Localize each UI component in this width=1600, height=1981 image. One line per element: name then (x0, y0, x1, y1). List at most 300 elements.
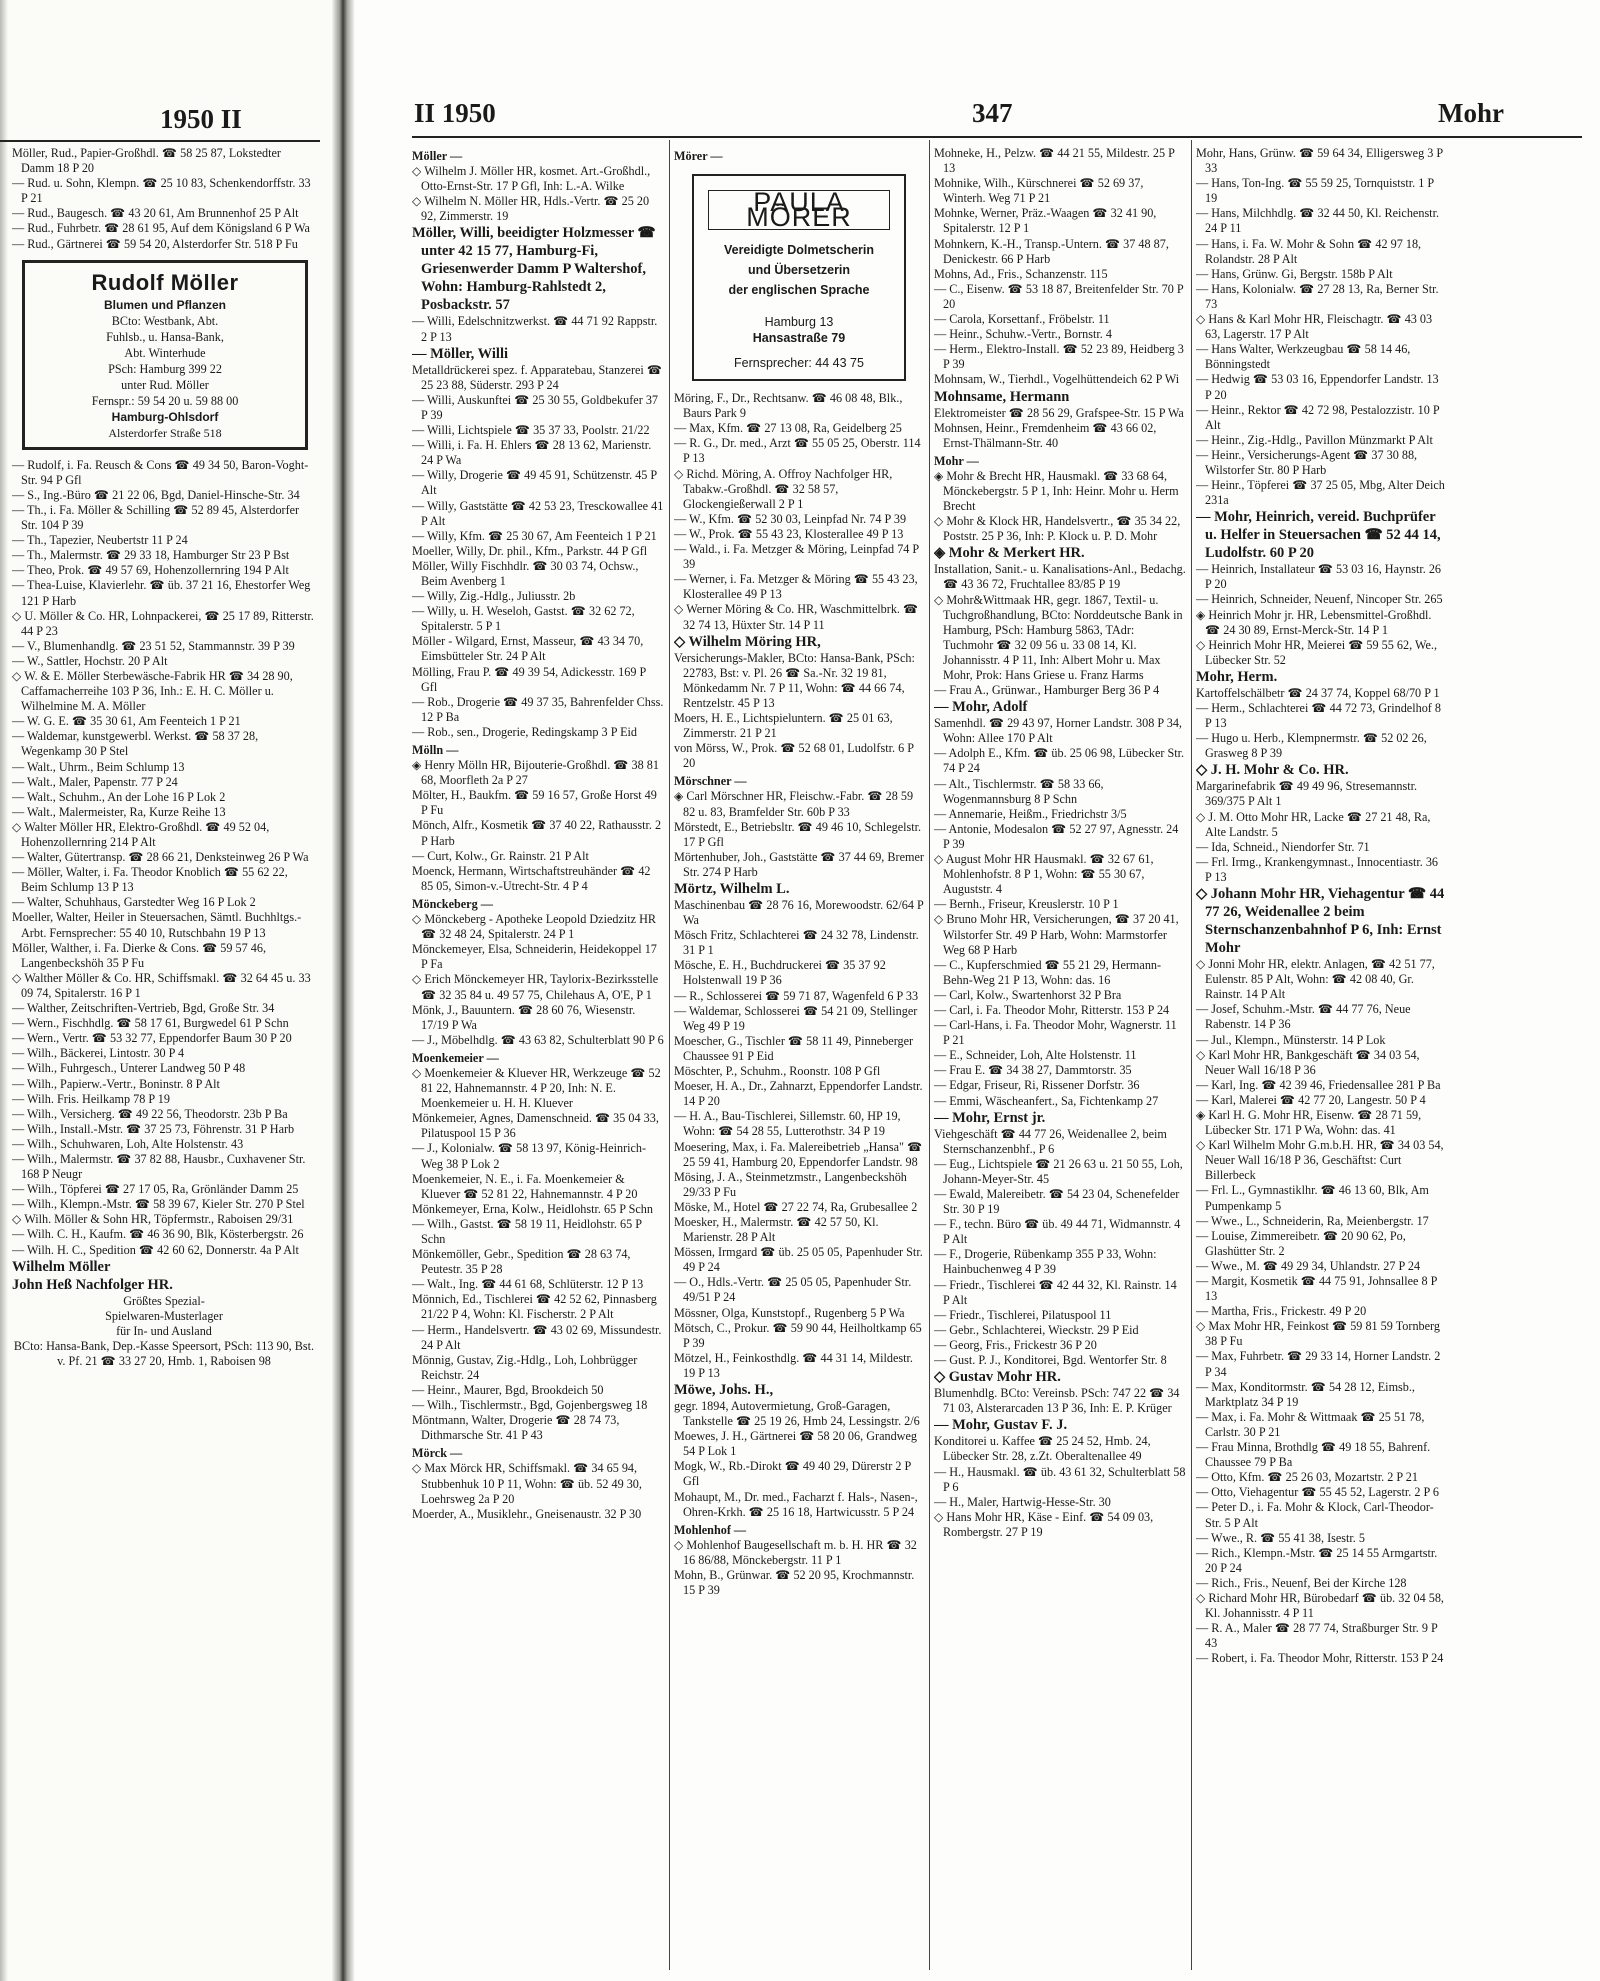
directory-entry: — Heinr., Maurer, Bgd, Brookdeich 50 (412, 1382, 604, 1397)
directory-entry: Moenkemeier, N. E., i. Fa. Moenkemeier & Kluever ☎ 52 81 22, Hahnemannstr. 4 P 20 (412, 1171, 638, 1201)
directory-entry: Mohneke, H., Pelzw. ☎ 44 21 55, Mildestr. 25 P 13 (934, 146, 1175, 176)
directory-entry: — Louise, Zimmereibetr. ☎ 20 90 62, Po, Glashütter Str. 2 (1196, 1228, 1406, 1258)
directory-entry: — Frau Minna, Brothdlg ☎ 49 18 55, Bahrenf. Chaussee 79 P Ba (1196, 1440, 1431, 1470)
header-year: II 1950 (414, 98, 496, 128)
directory-entry: Mössner, Olga, Kunststopf., Rugenberg 5 P Wa (674, 1305, 905, 1320)
directory-entry: Moewes, J. H., Gärtnerei ☎ 58 20 06, Grandweg 54 P Lok 1 (674, 1429, 917, 1459)
directory-entry: ◇ Hans Mohr HR, Käse - Einf. ☎ 54 09 03, Rombergstr. 27 P 19 (934, 1509, 1154, 1539)
directory-entry: — Georg, Fris., Frickestr 36 P 20 (934, 1337, 1097, 1352)
directory-entry: — Carola, Korsettanf., Fröbelstr. 11 (934, 312, 1110, 327)
directory-entry: ◇ W. & E. Möller Sterbewäsche-Fabrik HR ☎ 34 28 90, Caffamacherreihe 103 P 36, Inh.: E. H. C. Möller u. Wilhelmine M. A. Möller (12, 668, 293, 714)
directory-entry: Mösch Fritz, Schlachterei ☎ 24 32 78, Lindenstr. 31 P 1 (674, 928, 919, 958)
directory-entry: Mönckeberg — (412, 896, 493, 911)
directory-entry: — Friedr., Tischlerei ☎ 42 44 32, Kl. Rainstr. 14 P Alt (934, 1277, 1177, 1307)
directory-entry: Möschter, P., Schuhm., Roonstr. 108 P Gfl (674, 1064, 881, 1079)
directory-entry: Konditorei u. Kaffee ☎ 25 24 52, Hmb. 24, Lübecker Str. 28, z.Zt. Oberaltenallee 49 (934, 1434, 1151, 1464)
directory-entry: — Wilh., Papierw.-Vertr., Boninstr. 8 P Alt (12, 1076, 220, 1091)
directory-entry: — Wilh., Tischlermstr., Bgd, Gojenbergsweg 18 (412, 1398, 648, 1413)
directory-entry: — J., Möbelhdlg. ☎ 43 63 82, Schulterblatt 90 P 6 (412, 1032, 664, 1047)
directory-entry: — Wilh., Bäckerei, Lintostr. 30 P 4 (12, 1046, 185, 1061)
text-line: Abt. Winterhude (124, 345, 206, 360)
directory-entry: — Wilh., Gastst. ☎ 58 19 11, Heidlohstr. 65 P Schn (412, 1216, 642, 1246)
directory-entry: Mörstedt, E., Betriebsltr. ☎ 49 46 10, Schlegelstr. 17 P Gfl (674, 819, 922, 849)
directory-entry: — Wilh., Versicherg. ☎ 49 22 56, Theodorstr. 23b P Ba (12, 1106, 288, 1121)
text-line: Größtes Spezial- (123, 1293, 205, 1308)
text-line: Spielwaren-Musterlager (105, 1308, 223, 1323)
directory-entry: ◇ Werner Möring & Co. HR, Waschmittelbrk. ☎ 32 74 13, Hüxter Str. 14 P 11 (674, 602, 919, 632)
directory-entry: Viehgeschäft ☎ 44 77 26, Weidenallee 2, beim Sternschanzenbhf., P 6 (934, 1126, 1167, 1156)
directory-entry: — Wilh., Schuhwaren, Loh, Alte Holstenstr. 43 (12, 1136, 244, 1151)
directory-entry: Mönkemöller, Gebr., Spedition ☎ 28 63 74, Peutestr. 35 P 28 (412, 1247, 631, 1277)
text-line: Fuhlsb., u. Hansa-Bank, (106, 329, 224, 344)
directory-entry: ◇ Bruno Mohr HR, Versicherungen, ☎ 37 20 41, Wilstorfer Str. 49 P Harb, Wohn: Marmstorfer Weg 68 P Harb (934, 912, 1179, 957)
directory-entry: — Wilh., Klempn.-Mstr. ☎ 58 39 67, Kieler Str. 270 P Stel (12, 1197, 305, 1212)
directory-entry: — Waldemar, Schlosserei ☎ 54 21 09, Stellinger Weg 49 P 19 (674, 1003, 918, 1033)
directory-entry: — C., Kupferschmied ☎ 55 21 29, Hermann-Behn-Weg 21 P 13, Wohn: das. 16 (934, 957, 1162, 987)
rudolf-moeller-ad (22, 260, 308, 450)
directory-entry: — Peter D., i. Fa. Mohr & Klock, Carl-Theodor-Str. 5 P Alt (1196, 1500, 1434, 1530)
directory-entry: — Wern., Fischhdlg. ☎ 58 17 61, Burgwedel 61 P Schn (12, 1016, 289, 1031)
directory-entry: — Hugo u. Herb., Klempnermstr. ☎ 52 02 26, Grasweg 8 P 39 (1196, 731, 1427, 761)
right-page-header (412, 96, 1572, 130)
directory-entry: Moesering, Max, i. Fa. Malereibetrieb „Hansa" ☎ 25 59 41, Hamburg 20, Eppendorfer Landstr. 98 (674, 1139, 923, 1169)
directory-entry: — Rob., Drogerie ☎ 49 37 35, Bahrenfelder Chss. 12 P Ba (412, 694, 664, 724)
directory-entry: Mohnsame, Hermann (934, 388, 1070, 405)
directory-entry: — Willy, Kfm. ☎ 25 30 67, Am Feenteich 1 P 21 (412, 528, 657, 543)
directory-entry: — Walther, Zeitschriften-Vertrieb, Bgd, Große Str. 34 (12, 1001, 275, 1016)
text-line: Fernspr.: 59 54 20 u. 59 88 00 (91, 393, 239, 408)
directory-entry: — Hans, Milchhdlg. ☎ 32 44 50, Kl. Reichenstr. 24 P 11 (1196, 206, 1439, 236)
directory-entry: von Mörss, W., Prok. ☎ 52 68 01, Ludolfstr. 6 P 20 (674, 741, 914, 771)
bottom-entry-lines (12, 1294, 316, 1369)
directory-entry: — Waldemar, kunstgewerbl. Werkst. ☎ 58 37 28, Wegenkamp 30 P Stel (12, 729, 259, 759)
ad-place: Hamburg-Ohlsdorf (111, 409, 219, 424)
directory-entry: Mohr, Herm. (1196, 668, 1278, 685)
directory-entry: — Th., Tapezier, Neubertstr 11 P 24 (12, 533, 188, 548)
directory-entry: ◇ Moenkemeier & Kluever HR, Werkzeuge ☎ 52 81 22, Hahnemannstr. 4 P 20, Inh: N. E. Moenkemeier u. H. H. Kluever (412, 1065, 661, 1111)
directory-entry: Mölter, H., Baukfm. ☎ 59 16 57, Große Horst 49 P Fu (412, 788, 657, 818)
directory-entry: — Otto, Kfm. ☎ 25 26 03, Mozartstr. 2 P 21 (1196, 1470, 1418, 1485)
directory-entry: — Theo, Prok. ☎ 49 57 69, Hohenzollernring 194 P Alt (12, 563, 289, 578)
right-header-rule (412, 136, 1582, 138)
column-1 (412, 146, 664, 1976)
directory-entry: — Rich., Fris., Neuenf, Bei der Kirche 128 (1196, 1575, 1407, 1590)
directory-entry: Mohnsen, Heinr., Fremdenheim ☎ 43 66 02, Ernst-Thälmann-Str. 40 (934, 420, 1157, 450)
directory-entry: ◈ Mohr & Brecht HR, Hausmakl. ☎ 33 68 64, Mönckebergstr. 5 P 1, Inh: Heinr. Mohr u. Herm Brecht (934, 468, 1179, 514)
directory-entry: — Werner, i. Fa. Metzger & Möring ☎ 55 43 23, Klosterallee 49 P 13 (674, 572, 918, 602)
directory-entry: Mohaupt, M., Dr. med., Facharzt f. Hals-, Nasen-, Ohren-Krkh. ☎ 25 16 18, Hartwicusstr. 5 P 24 (674, 1489, 918, 1519)
directory-entry: ◇ Mohr & Klock HR, Handelsvertr., ☎ 35 34 22, Poststr. 25 P 36, Inh: P. Klock u. P. D. Mohr (934, 514, 1181, 544)
ad-city: Hamburg 13 (764, 315, 834, 330)
directory-entry: — Hans, Kolonialw. ☎ 27 28 13, Ra, Berner Str. 73 (1196, 281, 1439, 311)
directory-entry: Mörtz, Wilhelm L. (674, 881, 790, 897)
directory-entry: Mohns, Ad., Fris., Schanzenstr. 115 (934, 266, 1108, 281)
text-line: für In- und Ausland (116, 1323, 212, 1338)
directory-entry: Mötzel, H., Feinkosthdlg. ☎ 44 31 14, Mildestr. 19 P 13 (674, 1350, 913, 1380)
directory-entry: — Heinr., Schuhw.-Vertr., Bornstr. 4 (934, 327, 1112, 342)
directory-entry: — Emmi, Wäscheanfert., Sa, Fichtenkamp 27 (934, 1093, 1159, 1108)
directory-entry: — R., Schlosserei ☎ 59 71 87, Wagenfeld 6 P 33 (674, 988, 919, 1003)
directory-entry: — Bernh., Friseur, Kreuslerstr. 10 P 1 (934, 897, 1119, 912)
directory-entry: — F., Drogerie, Rübenkamp 355 P 33, Wohn: Hainbuchenweg 4 P 39 (934, 1247, 1157, 1277)
directory-entry: Möwe, Johs. H., (674, 1382, 774, 1398)
directory-entry: Mohr — (934, 453, 979, 468)
directory-entry: Moers, H. E., Lichtspieluntern. ☎ 25 01 63, Zimmerstr. 21 P 21 (674, 710, 893, 741)
directory-entry: — Adolph E., Kfm. ☎ üb. 25 06 98, Lübecker Str. 74 P 24 (934, 746, 1185, 776)
directory-entry: ◇ Wilhelm J. Möller HR, kosmet. Art.-Großhdl., Otto-Ernst-Str. 17 P Gfl, Inh: L.-A. Wilke (412, 164, 651, 194)
directory-entry: — Gust. P. J., Konditorei, Bgd. Wentorfer Str. 8 (934, 1353, 1167, 1368)
directory-entry: Moeser, H. A., Dr., Zahnarzt, Eppendorfer Landstr. 14 P 20 (674, 1079, 923, 1109)
directory-entry: — Th., Malermstr. ☎ 29 33 18, Hamburger Str 23 P Bst (12, 548, 290, 563)
directory-entry: Moesker, H., Malermstr. ☎ 42 57 50, Kl. Marienstr. 28 P Alt (674, 1214, 879, 1245)
text-line: BCto: Westbank, Abt. (111, 313, 219, 328)
directory-entry: — Karl, Ing. ☎ 42 39 46, Friedensallee 281 P Ba (1196, 1077, 1441, 1092)
directory-entry: ◈ Henry Mölln HR, Bijouterie-Großhdl. ☎ 38 81 68, Moorfleth 2a P 27 (412, 758, 659, 788)
directory-entry: — Wwe., M. ☎ 49 29 34, Uhlandstr. 27 P 24 (1196, 1258, 1421, 1273)
directory-entry: — Heinrich, Schneider, Neuenf, Nincoper Str. 265 (1196, 592, 1443, 607)
directory-entry: — Herm., Schlachterei ☎ 44 72 73, Grindelhof 8 P 13 (1196, 701, 1441, 731)
directory-entry: — H., Hausmakl. ☎ üb. 43 61 32, Schulterblatt 58 P 6 (934, 1464, 1186, 1494)
directory-entry: Blumenhdlg. BCto: Vereinsb. PSch: 747 22 ☎ 34 71 03, Alsterarcaden 13 P 36, Inh: E. P. Krüger (934, 1386, 1180, 1416)
directory-entry: Mohnkern, K.-H., Transp.-Untern. ☎ 37 48 87, Denickestr. 66 P Harb (934, 236, 1169, 266)
column-3-entries (934, 146, 1186, 1540)
directory-entry: — Willy, Zig.-Hdlg., Juliusstr. 2b (412, 589, 576, 604)
directory-entry: Möller, Willy Fischhdlr. ☎ 30 03 74, Ochsw., Beim Avenberg 1 (412, 558, 639, 588)
directory-entry: — S., Ing.-Büro ☎ 21 22 06, Bgd, Daniel-Hinsche-Str. 34 (12, 487, 300, 502)
directory-entry: Mönckemeyer, Elsa, Schneiderin, Heidekoppel 17 P Fa (412, 942, 657, 972)
directory-entry: Moescher, G., Tischler ☎ 58 11 49, Pinneberger Chaussee 91 P Eid (674, 1033, 914, 1063)
directory-entry: Möntmann, Walter, Drogerie ☎ 28 74 73, Dithmarsche Str. 41 P 43 (412, 1413, 620, 1443)
directory-entry: ◇ J. M. Otto Mohr HR, Lacke ☎ 27 21 48, Ra, Alte Landstr. 5 (1196, 809, 1431, 839)
directory-entry: — Wilh., Fuhrgesch., Unterer Landweg 50 P 48 (12, 1061, 246, 1076)
directory-entry: Mötsch, C., Prokur. ☎ 59 90 44, Heilholtkamp 65 P 39 (674, 1320, 922, 1350)
directory-entry: — J., Kolonialw. ☎ 58 13 97, König-Heinrich-Weg 38 P Lok 2 (412, 1141, 647, 1171)
directory-entry: — Walter, Schuhhaus, Garstedter Weg 16 P Lok 2 (12, 895, 256, 910)
directory-entry: — R. G., Dr. med., Arzt ☎ 55 05 25, Oberstr. 114 P 13 (674, 436, 921, 466)
directory-entry: — E., Schneider, Loh, Alte Holstenstr. 11 (934, 1048, 1137, 1063)
directory-entry: ◇ Max Mörck HR, Schiffsmakl. ☎ 34 65 94, Stubbenhuk 10 P 11, Wohn: ☎ üb. 52 49 30, Loehrsweg 2a P 20 (412, 1461, 642, 1506)
header-keyword: Mohr (1438, 98, 1504, 128)
directory-entry: — Möller, Willi (412, 345, 508, 362)
directory-entry: — Heinr., Töpferei ☎ 37 25 05, Mbg, Alter Deich 231a (1196, 478, 1445, 508)
directory-entry: — Max, Fuhrbetr. ☎ 29 33 14, Horner Landstr. 2 P 34 (1196, 1349, 1441, 1379)
directory-entry: Mohn, B., Grünwar. ☎ 52 20 95, Krochmannstr. 15 P 39 (674, 1568, 915, 1598)
directory-entry: — Rudolf, i. Fa. Reusch & Cons ☎ 49 34 50, Baron-Voght-Str. 94 P Gfl (12, 457, 309, 487)
ad-street: Hansastraße 79 (752, 331, 846, 346)
directory-entry: — Walter, Gütertransp. ☎ 28 66 21, Denksteinweg 26 P Wa (12, 850, 309, 865)
directory-entry: — Wilh., Malermstr. ☎ 37 82 88, Hausbr., Cuxhavener Str. 168 P Neugr (12, 1151, 306, 1182)
directory-entry: — Walt., Malermeister, Ra, Kurze Reihe 13 (12, 804, 226, 819)
directory-entry: — Mohr, Adolf (934, 699, 1028, 716)
directory-entry: Mölling, Frau P. ☎ 49 39 54, Adickesstr. 169 P Gfl (412, 664, 646, 694)
directory-entry: Mönnich, Ed., Tischlerei ☎ 42 52 62, Pinnasberg 21/22 P 4, Wohn: Kl. Fischerstr. 2 P Alt (412, 1292, 657, 1322)
paula-moerer-ad (692, 174, 906, 381)
directory-entry: Installation, Sanit.- u. Kanalisations-Anl., Bedachg. ☎ 43 36 72, Fruchtallee 83/85 P 19 (934, 562, 1186, 592)
directory-entry: — Herm., Elektro-Install. ☎ 52 23 89, Heidberg 3 P 39 (934, 342, 1184, 372)
directory-entry: ◇ Richard Mohr HR, Bürobedarf ☎ üb. 32 04 58, Kl. Johannisstr. 4 P 11 (1196, 1590, 1444, 1621)
directory-entry: ◇ Wilhelm N. Möller HR, Hdls.-Vertr. ☎ 25 20 92, Zimmerstr. 19 (412, 194, 650, 224)
directory-entry: Mönnig, Gustav, Zig.-Hdlg., Loh, Lohbrügger Reichstr. 24 (412, 1352, 638, 1382)
directory-entry: ◇ Richd. Möring, A. Offroy Nachfolger HR, Tabakw.-Großhdl. ☎ 32 58 57, Glockengießerwall 2 P 1 (674, 466, 893, 511)
directory-entry: — Walt., Ing. ☎ 44 61 68, Schlüterstr. 12 P 13 (412, 1277, 644, 1292)
directory-entry: ◈ Mohr & Merkert HR. (934, 545, 1085, 562)
directory-entry: — Herm., Handelsvertr. ☎ 43 02 69, Missundestr. 24 P Alt (412, 1322, 662, 1352)
ad-lines (33, 313, 297, 409)
directory-entry: — Rud. u. Sohn, Klempn. ☎ 25 10 83, Schenkendorffstr. 33 P 21 (12, 176, 311, 206)
directory-entry: Elektromeister ☎ 28 56 29, Grafspee-Str. 15 P Wa (934, 405, 1184, 420)
directory-entry: — Ewald, Malereibetr. ☎ 54 23 04, Schenefelder Str. 30 P 19 (934, 1187, 1180, 1217)
directory-entry: Mönch, Alfr., Kosmetik ☎ 37 40 22, Rathausstr. 2 P Harb (412, 818, 662, 848)
directory-entry: — Otto, Viehagentur ☎ 55 45 52, Lagerstr. 2 P 6 (1196, 1485, 1439, 1500)
directory-entry: — W., Kfm. ☎ 52 30 03, Leinpfad Nr. 74 P 39 (674, 511, 907, 526)
directory-entry: — Willi, Lichtspiele ☎ 35 37 33, Poolstr. 21/22 (412, 423, 650, 438)
directory-entry: — O., Hdls.-Vertr. ☎ 25 05 05, Papenhuder Str. 49/51 P 24 (674, 1275, 912, 1305)
text-line: PSch: Hamburg 399 22 (108, 361, 222, 376)
directory-entry: Moerder, A., Musiklehr., Gneisenaustr. 32 P 30 (412, 1506, 642, 1521)
directory-entry: — Robert, i. Fa. Theodor Mohr, Ritterstr. 153 P 24 (1196, 1651, 1444, 1666)
directory-entry: Maschinenbau ☎ 28 76 16, Morewoodstr. 62/64 P Wa (674, 898, 924, 928)
directory-entry: ◇ Hans & Karl Mohr HR, Fleischagtr. ☎ 43 03 63, Lagerstr. 17 P Alt (1196, 312, 1433, 342)
directory-entry: Mönk, J., Bauuntern. ☎ 28 60 76, Wiesenstr. 17/19 P Wa (412, 1002, 636, 1032)
directory-entry: — Max, Konditormstr. ☎ 54 28 12, Eimsb., Marktplatz 34 P 19 (1196, 1379, 1415, 1409)
directory-entry: Möller, Rud., Papier-Großhdl. ☎ 58 25 87, Lokstedter Damm 18 P 20 (12, 146, 281, 176)
directory-entry: — Hans, Grünw. Gi, Bergstr. 158b P Alt (1196, 266, 1393, 281)
directory-entry: — Rich., Klempn.-Mstr. ☎ 25 14 55 Armgartstr. 20 P 24 (1196, 1545, 1438, 1575)
directory-entry: — Willy, Gaststätte ☎ 42 53 23, Tresckowallee 41 P Alt (412, 498, 664, 528)
directory-entry: Möske, M., Hotel ☎ 27 22 74, Ra, Grubesallee 2 (674, 1199, 918, 1214)
directory-entry: ◇ Walter Möller HR, Elektro-Großhdl. ☎ 49 52 04, Hohenzollernring 214 P Alt (12, 819, 270, 849)
directory-entry: — Heinr., Versicherungs-Agent ☎ 37 30 88, Wilstorfer Str. 80 P Harb (1196, 447, 1418, 477)
directory-entry: Mössen, Irmgard ☎ üb. 25 05 05, Papenhuder Str. 49 P 24 (674, 1245, 923, 1275)
directory-entry: Möller, Willi, beeidigter Holzmesser ☎ unter 42 15 77, Hamburg-Fi, Griesenwerder Damm P Waltershof, Wohn: Hamburg-Rahlstedt 2, Posbackstr. 57 (412, 225, 656, 314)
directory-entry: Mogk, W., Rb.-Dirokt ☎ 49 40 29, Dürerstr 2 P Gfl (674, 1459, 911, 1489)
directory-entry: ◇ Mohlenhof Baugesellschaft m. b. H. HR ☎ 32 16 86/88, Mönckebergstr. 11 P 1 (674, 1537, 917, 1567)
column-4-entries (1196, 146, 1446, 1666)
directory-entry: — Hedwig ☎ 53 03 16, Eppendorfer Landstr. 13 P 20 (1196, 372, 1439, 402)
directory-entry: — Wern., Vertr. ☎ 53 32 77, Eppendorfer Baum 30 P 20 (12, 1031, 292, 1046)
directory-entry: ◇ U. Möller & Co. HR, Lohnpackerei, ☎ 25 17 89, Ritterstr. 44 P 23 (12, 608, 314, 638)
directory-entry: ◇ Karl Wilhelm Mohr G.m.b.H. HR, ☎ 34 03 54, Neuer Wall 16/18 P 36, Geschäftst: Curt Billerbeck (1196, 1138, 1444, 1183)
directory-entry: — Eug., Lichtspiele ☎ 21 26 63 u. 21 50 55, Loh, Johann-Meyer-Str. 45 (934, 1156, 1183, 1186)
directory-entry: — Frl. L., Gymnastiklhr. ☎ 46 13 60, Blk, Am Pumpenkamp 5 (1196, 1183, 1429, 1213)
bottom-big-entry: Wilhelm Möller (12, 1258, 111, 1275)
directory-entry: Moenkemeier — (412, 1050, 499, 1065)
directory-entry: ◇ Mönckeberg - Apotheke Leopold Dziedzitz HR ☎ 32 48 24, Spitalerstr. 24 P 1 (412, 912, 657, 942)
directory-entry: ◇ Mohr&Wittmaak HR, gegr. 1867, Textil- u. Tuchgroßhandlung, BCto: Norddeutsche Bank in Hamburg, PSch: Hamburg 5863, TAdr: Tuchmohr ☎ 32 09 56 u. 33 08 14, Kl. Johannisstr. 4 P 11, Inh: Albert Mohr u. Max Mohr, Prok: Hans Griese u. Franz Harms (934, 592, 1183, 682)
directory-entry: — Carl, i. Fa. Theodor Mohr, Ritterstr. 153 P 24 (934, 1002, 1170, 1017)
directory-entry: — Rud., Gärtnerei ☎ 59 54 20, Alsterdorfer Str. 518 P Fu (12, 236, 298, 251)
directory-entry: — Jul., Klempn., Münsterstr. 14 P Lok (1196, 1032, 1386, 1047)
left-page-column (12, 146, 316, 1976)
directory-entry: ◈ Karl H. G. Mohr HR, Eisenw. ☎ 28 71 59, Lübecker Str. 171 P Wa, Wohn: das. 41 (1196, 1107, 1422, 1138)
directory-entry: — H., Maler, Hartwig-Hesse-Str. 30 (934, 1494, 1111, 1509)
directory-entry: — Josef, Schuhm.-Mstr. ☎ 44 77 76, Neue Rabenstr. 14 P 36 (1196, 1002, 1411, 1032)
directory-entry: — Heinrich, Installateur ☎ 53 03 16, Haynstr. 26 P 20 (1196, 562, 1442, 592)
directory-entry: — Mohr, Gustav F. J. (934, 1417, 1068, 1434)
directory-entry: Möller, Walther, i. Fa. Dierke & Cons. ☎ 59 57 46, Langenbeckshöh 35 P Fu (12, 940, 267, 970)
ad-name: PAULA MÖRER (708, 190, 890, 230)
directory-entry: ◇ Walther Möller & Co. HR, Schiffsmakl. ☎ 32 64 45 u. 33 09 74, Spitalerstr. 16 P 1 (12, 970, 311, 1000)
directory-entry: — Wwe., R. ☎ 55 41 38, Isestr. 5 (1196, 1530, 1365, 1545)
directory-entry: — Hans, Ton-Ing. ☎ 55 59 25, Tornquiststr. 1 P 19 (1196, 176, 1434, 206)
column-2-entries (674, 391, 924, 1598)
directory-entry: Mohr, Hans, Grünw. ☎ 59 64 34, Elligersweg 3 P 33 (1196, 146, 1443, 176)
ad-street: Alsterdorfer Straße 518 (108, 425, 222, 440)
ad-line-2: und Übersetzerin (747, 263, 851, 278)
bottom-big-entry-2: John Heß Nachfolger HR. (12, 1276, 173, 1293)
column-1-entries (412, 164, 664, 1522)
directory-entry: — R. A., Maler ☎ 28 77 74, Straßburger Str. 9 P 43 (1196, 1621, 1438, 1651)
directory-entry: — Ida, Schneid., Niendorfer Str. 71 (1196, 839, 1370, 854)
section-heading: Möller — (412, 149, 463, 163)
directory-entry: ◇ Karl Mohr HR, Bankgeschäft ☎ 34 03 54, Neuer Wall 16/18 P 36 (1196, 1047, 1420, 1077)
directory-entry: Mohnke, Werner, Präz.-Waagen ☎ 32 41 90, Spitalerstr. 12 P 1 (934, 206, 1157, 236)
text-line: BCto: Hansa-Bank, Dep.-Kasse Speersort, PSch: 113 90, Bst. v. Pf. 21 ☎ 33 27 20, Hmb. 1, Raboisen 98 (13, 1338, 315, 1368)
directory-entry: — Martha, Fris., Frickestr. 49 P 20 (1196, 1304, 1367, 1319)
directory-entry: Margarinefabrik ☎ 49 49 96, Stresemannstr. 369/375 P Alt 1 (1196, 779, 1418, 809)
left-page (0, 0, 332, 1981)
column-divider-3 (1191, 140, 1192, 1970)
text-line: unter Rud. Möller (121, 377, 209, 392)
directory-entry: — F., techn. Büro ☎ üb. 49 44 71, Widmannstr. 4 P Alt (934, 1217, 1181, 1247)
directory-entry: — Walt., Uhrm., Beim Schlump 13 (12, 759, 185, 774)
directory-entry: — Carl-Hans, i. Fa. Theodor Mohr, Wagnerstr. 11 P 21 (934, 1018, 1177, 1048)
directory-entry: — Hans, i. Fa. W. Mohr & Sohn ☎ 42 97 18, Rolandstr. 28 P Alt (1196, 236, 1422, 266)
directory-entry: Moeller, Willy, Dr. phil., Kfm., Parkstr. 44 P Gfl (412, 543, 648, 558)
left-page-header: 1950 II (160, 104, 242, 134)
directory-entry: — Annemarie, Heißm., Friedrichstr 3/5 (934, 806, 1127, 821)
left-entries-a (12, 146, 316, 252)
directory-entry: ◇ Wilh. Möller & Sohn HR, Töpfermstr., Raboisen 29/31 (12, 1212, 294, 1227)
directory-entry: — Willy, u. H. Weseloh, Gastst. ☎ 32 62 72, Spitalerstr. 5 P 1 (412, 604, 635, 634)
left-entries-b (12, 458, 316, 1258)
directory-entry: — Th., i. Fa. Möller & Schilling ☎ 52 89 45, Alsterdorfer Str. 104 P 39 (12, 502, 300, 533)
directory-entry: — Willi, Edelschnitzwerkst. ☎ 44 71 92 Rappstr. 2 P 13 (412, 314, 658, 344)
book-gutter (332, 0, 354, 1981)
column-divider-1 (669, 140, 670, 1970)
ad-subtitle: Blumen und Pflanzen (103, 297, 226, 312)
directory-entry: — Karl, Malerei ☎ 42 77 20, Langestr. 50 P 4 (1196, 1092, 1426, 1107)
directory-entry: — Curt, Kolw., Gr. Rainstr. 21 P Alt (412, 848, 589, 863)
directory-entry: Mönkemeier, Agnes, Damenschneid. ☎ 35 04 33, Pilatuspool 15 P 36 (412, 1111, 659, 1141)
directory-entry: — Willi, i. Fa. H. Ehlers ☎ 28 13 62, Marienstr. 24 P Wa (412, 438, 652, 468)
directory-entry: — V., Blumenhandlg. ☎ 23 51 52, Stammannstr. 39 P 39 (12, 638, 295, 653)
directory-entry: ◇ Johann Mohr HR, Viehagentur ☎ 44 77 26, Weidenallee 2 beim Sternschanzenbahnhof P 6, Inh: Ernst Mohr (1196, 886, 1445, 957)
directory-entry: — Wilh., Install.-Mstr. ☎ 37 25 73, Föhrenstr. 31 P Harb (12, 1121, 295, 1136)
directory-entry: ◈ Heinrich Mohr jr. HR, Lebensmittel-Großhdl. ☎ 24 30 89, Ernst-Merck-Str. 14 P 1 (1196, 607, 1432, 637)
directory-entry: ◇ August Mohr HR Hausmakl. ☎ 32 67 61, Mohlenhofstr. 8 P 1, Wohn: ☎ 55 30 67, Auguststr. 4 (934, 852, 1154, 897)
right-page (356, 0, 1600, 1981)
directory-entry: — Heinr., Zig.-Hdlg., Pavillon Münzmarkt P Alt (1196, 432, 1433, 447)
directory-entry: — Max, i. Fa. Mohr & Wittmaak ☎ 25 51 78, Carlstr. 30 P 21 (1196, 1409, 1425, 1439)
directory-entry: Moenck, Hermann, Wirtschaftstreuhänder ☎ 42 85 05, Simon-v.-Utrecht-Str. 4 P 4 (412, 863, 651, 893)
directory-entry: — Wald., i. Fa. Metzger & Möring, Leinpfad 74 P 39 (674, 542, 919, 572)
directory-entry: — Walt., Maler, Papenstr. 77 P 24 (12, 774, 178, 789)
directory-entry: — Frau A., Grünwar., Hamburger Berg 36 P 4 (934, 683, 1160, 698)
directory-entry: — Wilh. H. C., Spedition ☎ 42 60 62, Donnerstr. 4a P Alt (12, 1242, 299, 1257)
ad-title: Rudolf Möller (91, 269, 239, 295)
directory-entry: — Mohr, Heinrich, vereid. Buchprüfer u. Helfer in Steuersachen ☎ 52 44 14, Ludolfstr. 60 P 20 (1196, 509, 1441, 562)
directory-entry: — Thea-Luise, Klavierlehr. ☎ üb. 37 21 16, Ehestorfer Weg 121 P Harb (12, 578, 311, 608)
directory-entry: — W., Prok. ☎ 55 43 23, Klosterallee 49 P 13 (674, 526, 904, 541)
section-heading: Mörer — (674, 149, 723, 163)
directory-entry: Mölln — (412, 743, 459, 757)
left-header-rule (0, 140, 320, 142)
directory-entry: Kartoffelschälbetr ☎ 24 37 74, Koppel 68/70 P 1 (1196, 685, 1440, 700)
directory-entry: — W. G. E. ☎ 35 30 61, Am Feenteich 1 P 21 (12, 714, 241, 729)
column-4 (1196, 146, 1446, 1976)
directory-entry: Mörtenhuber, Joh., Gaststätte ☎ 37 44 69, Bremer Str. 274 P Harb (674, 849, 924, 879)
column-3 (934, 146, 1186, 1976)
directory-entry: — Wilh., Töpferei ☎ 27 17 05, Ra, Grönländer Damm 25 (12, 1182, 299, 1197)
directory-entry: — Gebr., Schlachterei, Wieckstr. 29 P Eid (934, 1322, 1139, 1337)
page-number: 347 (972, 98, 1013, 128)
directory-entry: — Rob., sen., Drogerie, Redingskamp 3 P Eid (412, 724, 637, 739)
directory-entry: Moeller, Walter, Heiler in Steuersachen, Sämtl. Buchhltgs.-Arbt. Fernsprecher: 55 40 10, Rutschbahn 19 P 13 (12, 910, 302, 940)
directory-entry: — Rud., Fuhrbetr. ☎ 28 61 95, Auf dem Königsland 6 P Wa (12, 221, 310, 236)
directory-entry: — Max, Kfm. ☎ 27 13 08, Ra, Geidelberg 25 (674, 421, 902, 436)
directory-entry: ◇ Max Mohr HR, Feinkost ☎ 59 81 59 Tornberg 38 P Fu (1196, 1319, 1440, 1349)
directory-entry: — Hans Walter, Werkzeugbau ☎ 58 14 46, Bönningstedt (1196, 342, 1411, 372)
directory-entry: ◇ Wilhelm Möring HR, (674, 633, 821, 650)
directory-entry: Versicherungs-Makler, BCto: Hansa-Bank, PSch: 22783, Bst: v. Pl. 26 ☎ Sa.-Nr. 32 19 81, Mönkedamm Nr. 7 P 11, Wohn: ☎ 44 66 74, Rentzelstr. 45 P 13 (674, 650, 915, 710)
directory-entry: — Margit, Kosmetik ☎ 44 75 91, Johnsallee 8 P 13 (1196, 1274, 1437, 1304)
directory-entry: — Mohr, Ernst jr. (934, 1109, 1046, 1126)
ad-phone: Fernsprecher: 44 43 75 (734, 356, 864, 371)
directory-entry: — Möller, Walter, i. Fa. Theodor Knoblich ☎ 55 62 22, Beim Schlump 13 P 13 (12, 865, 288, 895)
directory-entry: — C., Eisenw. ☎ 53 18 87, Breitenfelder Str. 70 P 20 (934, 281, 1184, 311)
directory-entry: Mösche, E. H., Buchdruckerei ☎ 35 37 92 Holstenwall 19 P 36 (674, 958, 886, 988)
directory-entry: ◇ J. H. Mohr & Co. HR. (1196, 762, 1349, 779)
directory-entry: ◇ Jonni Mohr HR, elektr. Anlagen, ☎ 42 51 77, Eulenstr. 85 P Alt, Wohn: ☎ 42 08 40, Gr. Rainstr. 14 P Alt (1196, 957, 1435, 1002)
directory-entry: — Wwe., L., Schneiderin, Ra, Meienbergstr. 17 (1196, 1213, 1429, 1228)
directory-entry: Möller - Wilgard, Ernst, Masseur, ☎ 43 34 70, Eimsbütteler Str. 24 P Alt (412, 634, 644, 664)
directory-entry: Metalldrückerei spez. f. Apparatebau, Stanzerei ☎ 25 23 88, Süderstr. 293 P 24 (412, 362, 663, 392)
directory-entry: Mohlenhof — (674, 1522, 747, 1537)
directory-entry: — Frl. Irmg., Krankengymnast., Innocentiastr. 36 P 13 (1196, 854, 1439, 884)
directory-entry: — Edgar, Friseur, Ri, Rissener Dorfstr. 36 (934, 1078, 1140, 1093)
directory-entry: Mösing, J. A., Steinmetzmstr., Langenbeckshöh 29/33 P Fu (674, 1169, 907, 1199)
directory-entry: — Friedr., Tischlerei, Pilatuspool 11 (934, 1307, 1112, 1322)
directory-entry: — Alt., Tischlermstr. ☎ 58 33 66, Wogenmannsburg 8 P Schn (934, 776, 1104, 806)
directory-entry: Mohnsam, W., Tierhdl., Vogelhüttendeich 62 P Wi (934, 372, 1180, 387)
directory-entry: ◇ Heinrich Mohr HR, Meierei ☎ 59 55 62, We., Lübecker Str. 52 (1196, 637, 1437, 667)
directory-entry: — Wilh. C. H., Kaufm. ☎ 46 36 90, Blk, Kösterbergstr. 26 (12, 1227, 304, 1242)
directory-entry: — Heinr., Rektor ☎ 42 72 98, Pestalozzistr. 10 P Alt (1196, 402, 1440, 432)
directory-entry: — Carl, Kolw., Swartenhorst 32 P Bra (934, 987, 1122, 1002)
directory-entry: — Rud., Baugesch. ☎ 43 20 61, Am Brunnenhof 25 P Alt (12, 206, 299, 221)
directory-entry: ◈ Carl Mörschner HR, Fleischw.-Fabr. ☎ 28 59 82 u. 83, Bramfelder Str. 60b P 33 (674, 789, 914, 819)
directory-entry: — Willi, Auskunftei ☎ 25 30 55, Goldbekufer 37 P 39 (412, 392, 659, 422)
directory-entry: ◇ Gustav Mohr HR. (934, 1369, 1061, 1386)
directory-entry: — H. A., Bau-Tischlerei, Sillemstr. 60, HP 19, Wohn: ☎ 54 28 55, Lutterothstr. 34 P 19 (674, 1109, 901, 1139)
directory-entry: ◇ Erich Mönckemeyer HR, Taylorix-Bezirksstelle ☎ 32 35 84 u. 49 57 75, Chilehaus A, O'E, P 1 (412, 972, 659, 1002)
column-divider-2 (929, 140, 930, 1970)
page-edge-shadow (0, 0, 8, 1981)
directory-entry: — Willy, Drogerie ☎ 49 45 91, Schützenstr. 45 P Alt (412, 468, 657, 498)
directory-entry: Samenhdl. ☎ 29 43 97, Horner Landstr. 308 P 34, Wohn: Allee 170 P Alt (934, 716, 1182, 746)
directory-entry: Mohnike, Wilh., Kürschnerei ☎ 52 69 37, Winterh. Weg 71 P 21 (934, 176, 1144, 206)
ad-line-3: der englischen Sprache (728, 283, 870, 298)
directory-entry: — Antonie, Modesalon ☎ 52 27 97, Agnesstr. 24 P 39 (934, 821, 1179, 851)
directory-entry: Mörck — (412, 1446, 463, 1461)
directory-entry: gegr. 1894, Autovermietung, Groß-Garagen, Tankstelle ☎ 25 19 26, Hmb 24, Lessingstr. 2/6 (674, 1399, 920, 1429)
directory-entry: — Frau E. ☎ 34 38 27, Dammtorstr. 35 (934, 1063, 1132, 1078)
directory-entry: — Wilh. Fris. Heilkamp 78 P 19 (12, 1091, 170, 1106)
directory-entry: — W., Sattler, Hochstr. 20 P Alt (12, 653, 168, 668)
directory-entry: Mörschner — (674, 774, 747, 789)
directory-entry: — Walt., Schuhm., An der Lohe 16 P Lok 2 (12, 789, 226, 804)
